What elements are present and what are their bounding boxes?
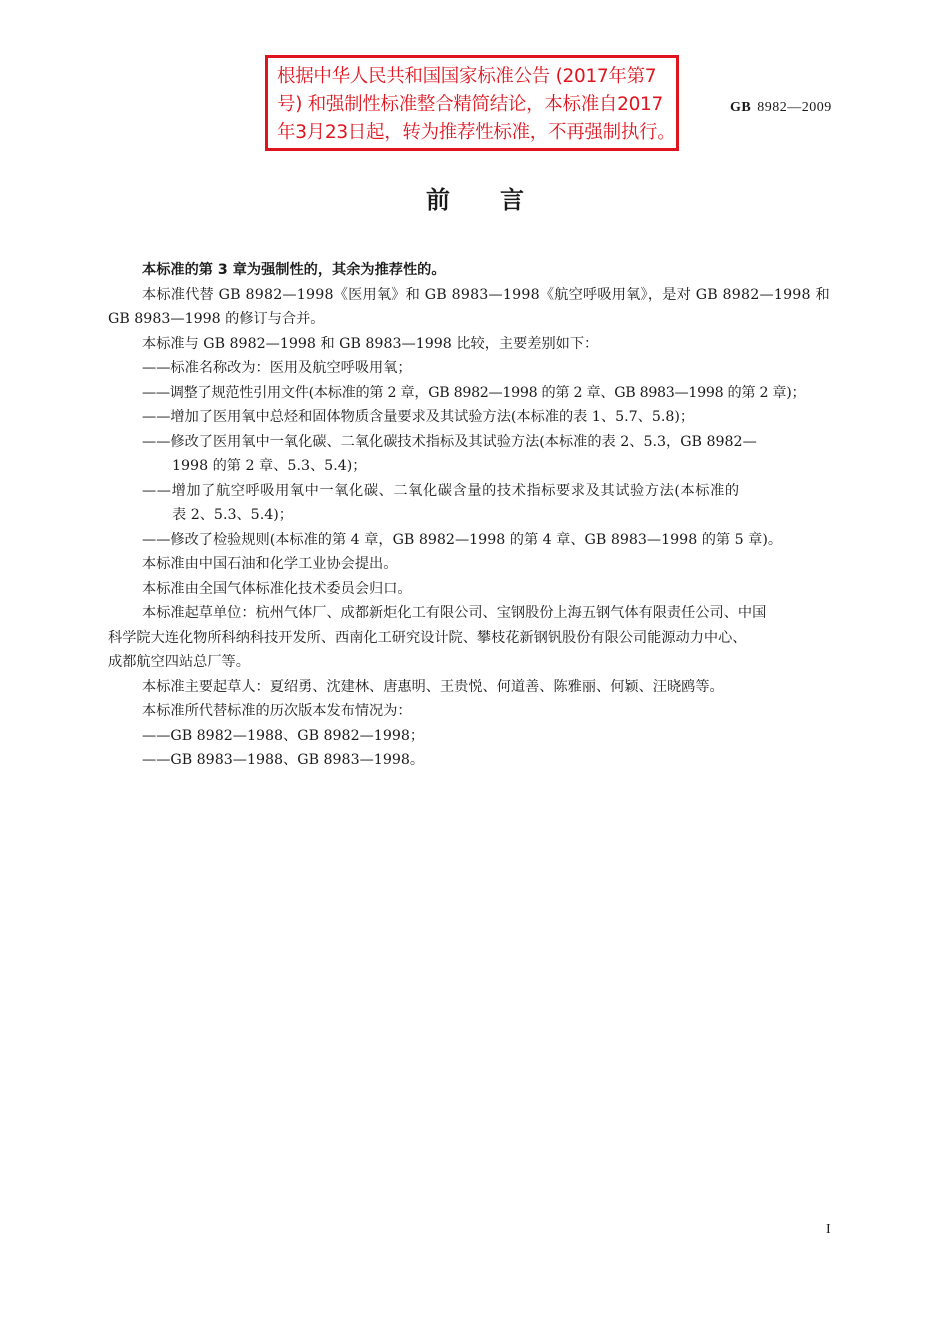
paragraph: 本标准的第 3 章为强制性的，其余为推荐性的。: [142, 262, 446, 278]
paragraph: 成都航空四站总厂等。: [108, 654, 250, 670]
standard-prefix: GB: [730, 100, 752, 115]
list-item: ——GB 8983—1988、GB 8983—1998。: [142, 752, 425, 768]
notice-line: 号) 和强制性标准整合精简结论，本标准自2017: [277, 94, 663, 115]
paragraph: 本标准由全国气体标准化技术委员会归口。: [142, 580, 412, 597]
page-number: I: [826, 1222, 831, 1237]
notice-line: 根据中华人民共和国国家标准公告 (2017年第7: [277, 66, 657, 87]
foreword-body: [108, 258, 843, 773]
list-item: ——修改了检验规则(本标准的第 4 章，GB 8982—1998 的第 4 章、GB 8983—1998 的第 5 章)。: [142, 531, 783, 548]
paragraph: 本标准代替 GB 8982—1998《医用氧》和 GB 8983—1998《航空呼吸用氧》，是对 GB 8982—1998 和: [142, 286, 830, 303]
paragraph: 本标准起草单位：杭州气体厂、成都新炬化工有限公司、宝钢股份上海五钢气体有限责任公司、中国: [142, 605, 767, 621]
paragraph: 科学院大连化物所科纳科技开发所、西南化工研究设计院、攀枝花新钢钒股份有限公司能源动力中心、: [108, 629, 747, 646]
standard-number: 8982—2009: [757, 100, 832, 115]
paragraph: 本标准主要起草人：夏绍勇、沈建林、唐惠明、王贵悦、何道善、陈雅丽、何颖、汪晓鸥等。: [142, 678, 724, 695]
page-title: 前言: [426, 186, 574, 214]
paragraph: 本标准所代替标准的历次版本发布情况为：: [142, 703, 412, 719]
paragraph: 本标准由中国石油和化学工业协会提出。: [142, 556, 398, 572]
mandatory-status-notice: [265, 55, 679, 151]
list-item-continuation: 表 2、5.3、5.4)；: [172, 507, 293, 523]
standard-code: [730, 100, 832, 116]
list-item: ——增加了航空呼吸用氧中一氧化碳、二氧化碳含量的技术指标要求及其试验方法(本标准的: [142, 482, 740, 499]
list-item: ——修改了医用氧中一氧化碳、二氧化碳技术指标及其试验方法(本标准的表 2、5.3，GB 8982—: [142, 433, 757, 450]
list-item: ——调整了规范性引用文件(本标准的第 2 章，GB 8982—1998 的第 2 章、GB 8983—1998 的第 2 章)；: [142, 384, 806, 401]
paragraph: 本标准与 GB 8982—1998 和 GB 8983—1998 比较，主要差别如下：: [142, 335, 599, 352]
list-item: ——GB 8982—1988、GB 8982—1998；: [142, 727, 425, 744]
list-item-continuation: 1998 的第 2 章、5.3、5.4)；: [172, 458, 367, 474]
list-item: ——增加了医用氧中总烃和固体物质含量要求及其试验方法(本标准的表 1、5.7、5.8)；: [142, 409, 695, 425]
notice-line: 年3月23日起，转为推荐性标准，不再强制执行。: [277, 122, 676, 143]
list-item: ——标准名称改为：医用及航空呼吸用氧；: [142, 360, 412, 376]
paragraph: GB 8983—1998 的修订与合并。: [108, 311, 325, 327]
